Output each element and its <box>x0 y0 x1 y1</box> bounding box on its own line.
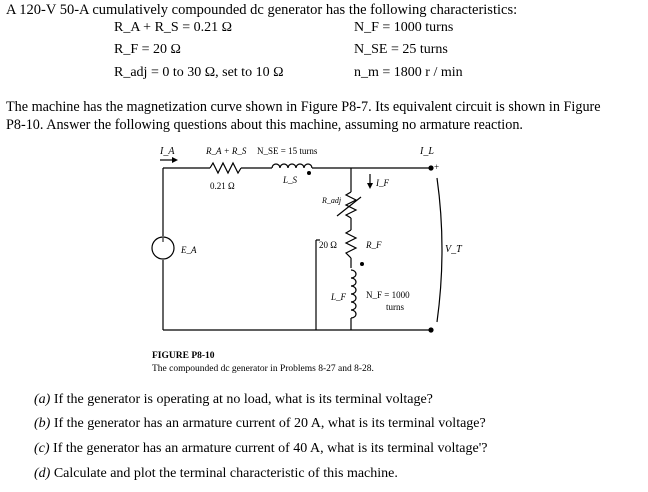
question-d-label: (d) <box>34 466 51 481</box>
figure-caption-text: The compounded dc generator in Problems 8-27 and 8-28. <box>152 364 374 374</box>
if-arrow-head <box>367 183 373 189</box>
terminal-bottom <box>429 328 433 332</box>
inductor-field <box>351 270 356 318</box>
label-turns: turns <box>386 302 404 312</box>
terminal-top <box>429 166 433 170</box>
label-rf: R_F <box>366 240 382 250</box>
resistor-rf <box>346 230 356 258</box>
resistor-ra-rs <box>210 163 241 173</box>
problem-intro: A 120-V 50-A cumulatively compounded dc generator has the following characteristics: <box>6 2 518 18</box>
spec-rf: R_F = 20 Ω <box>114 42 181 57</box>
label-ia: I_A <box>160 146 175 157</box>
ia-arrow-head <box>172 157 178 163</box>
question-b-label: (b) <box>34 416 51 431</box>
question-a <box>34 392 433 408</box>
label-plus-terminal: + <box>434 162 440 172</box>
vt-arc <box>437 178 442 322</box>
spec-nse: N_SE = 25 turns <box>354 42 448 57</box>
field-dot <box>360 262 364 266</box>
question-a-label: (a) <box>34 392 51 407</box>
paragraph-line-1: The machine has the magnetization curve shown in Figure P8-7. Its equivalent circuit is shown in Figure <box>6 99 601 115</box>
label-radj: R_adj <box>322 196 342 205</box>
question-b <box>34 416 486 432</box>
spec-radj: R_adj = 0 to 30 Ω, set to 10 Ω <box>114 65 284 80</box>
label-ea: E_A <box>181 245 197 255</box>
label-lf: L_F <box>331 292 347 302</box>
label-ra-rs: R_A + R_S <box>206 146 247 156</box>
question-d-text: Calculate and plot the terminal characteristic of this machine. <box>53 466 398 481</box>
paragraph-line-2: P8-10. Answer the following questions about this machine, assuming no armature reaction. <box>6 117 523 133</box>
spec-nf: N_F = 1000 turns <box>354 20 454 35</box>
label-ls: L_S <box>283 175 298 185</box>
label-20-ohm: 20 Ω <box>319 240 337 250</box>
question-a-text: If the generator is operating at no load, what is its terminal voltage? <box>53 392 433 407</box>
question-d <box>34 466 398 482</box>
label-0-21-ohm: 0.21 Ω <box>210 181 235 191</box>
question-c-label: (c) <box>34 441 50 456</box>
label-vt: V_T <box>445 244 462 255</box>
label-if: I_F <box>376 178 389 188</box>
label-nf: N_F = 1000 <box>366 290 410 300</box>
label-il: I_L <box>420 146 434 157</box>
inductor-series <box>272 164 312 168</box>
series-dot <box>307 171 311 175</box>
question-c <box>34 441 487 457</box>
spec-ra-rs: R_A + R_S = 0.21 Ω <box>114 20 232 35</box>
spec-nm: n_m = 1800 r / min <box>354 65 463 80</box>
figure-caption-title: FIGURE P8-10 <box>152 351 215 361</box>
question-c-text: If the generator has an armature current of 40 A, what is its terminal voltage'? <box>53 441 488 456</box>
label-nse: N_SE = 15 turns <box>257 146 318 156</box>
question-b-text: If the generator has an armature current of 20 A, what is its terminal voltage? <box>53 416 486 431</box>
